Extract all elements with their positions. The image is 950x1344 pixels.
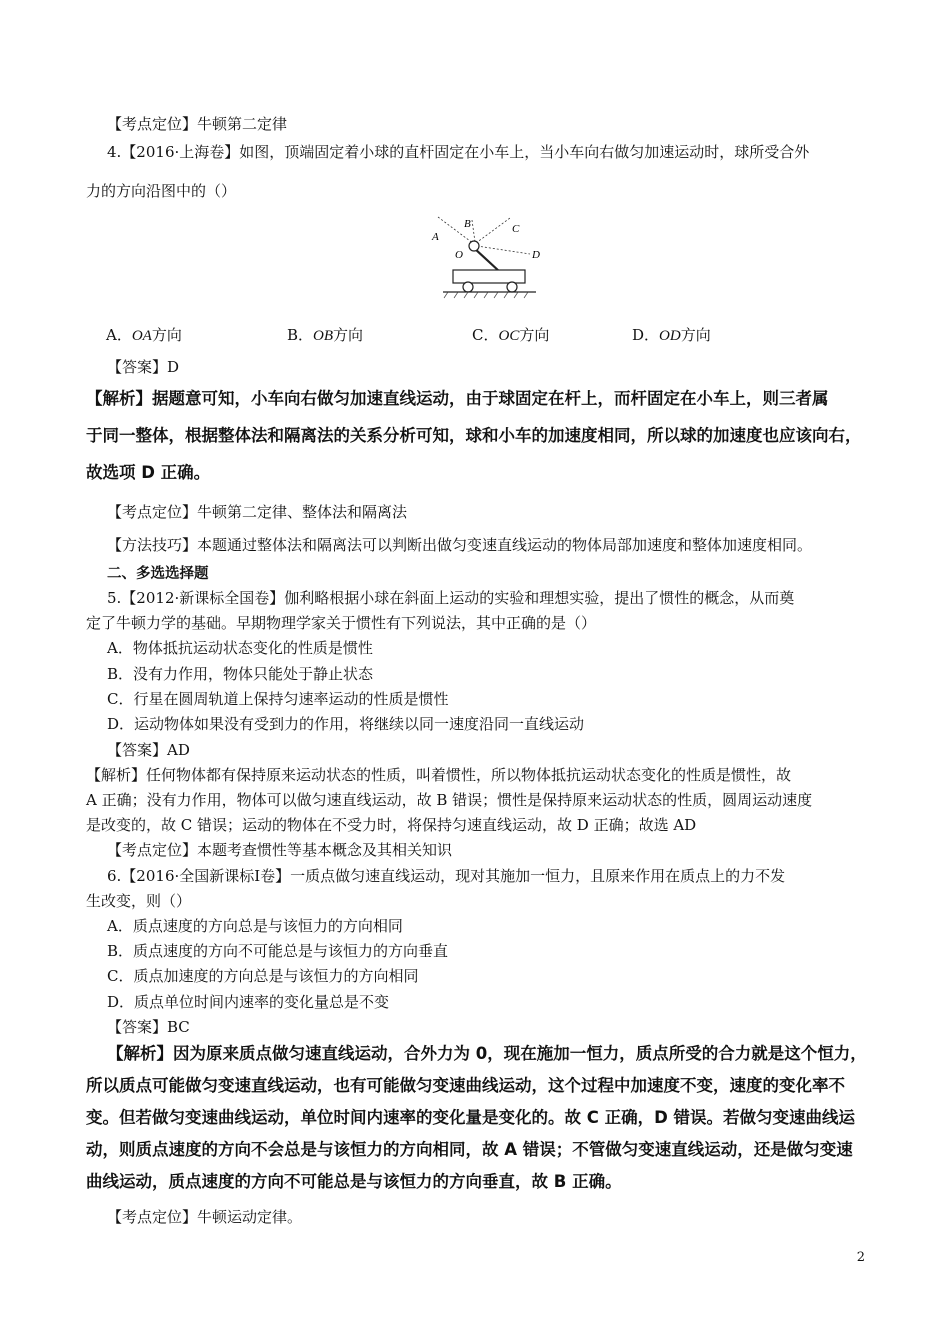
option-6-b: B．质点速度的方向不可能总是与该恒力的方向垂直: [107, 942, 449, 960]
label-b: B: [464, 218, 471, 230]
label-o: O: [455, 249, 463, 261]
wheel-left: [463, 282, 473, 292]
wheel-right: [507, 282, 517, 292]
question-5-line-1: 5.【2012·新课标全国卷】伽利略根据小球在斜面上运动的实验和理想实验，提出了惯性的概念，从而奠: [107, 589, 795, 607]
label-d: D: [532, 249, 540, 261]
option-4-d: D．OD方向: [632, 326, 711, 344]
ground-hatch: [444, 292, 528, 298]
method-4: 【方法技巧】本题通过整体法和隔离法可以判断出做匀变速直线运动的物体局部加速度和整体加速度相同。: [107, 536, 813, 554]
question-4-line-2: 力的方向沿图中的（）: [86, 182, 237, 200]
label-a: A: [432, 231, 439, 243]
label-c: C: [512, 223, 520, 235]
explanation-6-line-2: 所以质点可能做匀变速直线运动，也有可能做匀变速曲线运动，这个过程中加速度不变，速度的变化率不: [86, 1076, 845, 1095]
explanation-4-line-2: 于同一整体，根据整体法和隔离法的关系分析可知，球和小车的加速度相同，所以球的加速度也应该向右，: [86, 426, 862, 445]
kaodian-6: 【考点定位】牛顿运动定律。: [107, 1208, 303, 1226]
section-2-heading: 二、多选选择题: [107, 566, 209, 582]
answer-5: 【答案】AD: [107, 741, 190, 759]
option-5-d: D．运动物体如果没有受到力的作用，将继续以同一速度沿同一直线运动: [107, 715, 585, 733]
line-ob: [472, 220, 475, 242]
option-5-a: A．物体抵抗运动状态变化的性质是惯性: [107, 639, 373, 657]
rod: [474, 248, 500, 272]
explanation-4-line-1: 【解析】据题意可知，小车向右做匀加速直线运动，由于球固定在杆上，而杆固定在小车上，则三者属: [86, 389, 829, 408]
question-6-line-2: 生改变，则（）: [86, 892, 192, 910]
explanation-4-line-3: 故选项 D 正确。: [86, 463, 211, 482]
explanation-6-line-5: 曲线运动，质点速度的方向不可能总是与该恒力的方向垂直，故 B 正确。: [86, 1172, 622, 1191]
cart-body: [453, 270, 525, 283]
explanation-6-line-3: 变。但若做匀变速曲线运动，单位时间内速率的变化量是变化的。故 C 正确，D 错误。若做匀变速曲线运: [86, 1108, 856, 1127]
explanation-6-line-4: 动，则质点速度的方向不会总是与该恒力的方向相同，故 A 错误；不管做匀变速直线运动，还是做匀变速: [86, 1140, 853, 1159]
ball: [469, 241, 479, 251]
explanation-6-line-1: 【解析】因为原来质点做匀速直线运动，合外力为 0，现在施加一恒力，质点所受的合力就是这个恒力，: [107, 1044, 867, 1063]
explanation-5-line-2: A 正确；没有力作用，物体可以做匀速直线运动，故 B 错误；惯性是保持原来运动状态的性质，圆周运动速度: [86, 791, 813, 809]
question-5-line-2: 定了牛顿力学的基础。早期物理学家关于惯性有下列说法，其中正确的是（）: [86, 614, 597, 632]
kaodian-4: 【考点定位】牛顿第二定律、整体法和隔离法: [107, 503, 408, 521]
option-4-c: C．OC方向: [472, 326, 550, 344]
kaodian-5: 【考点定位】本题考查惯性等基本概念及其相关知识: [107, 841, 453, 859]
option-5-b: B．没有力作用，物体只能处于静止状态: [107, 665, 374, 683]
explanation-5-line-1: 【解析】任何物体都有保持原来运动状态的性质，叫着惯性，所以物体抵抗运动状态变化的性质是惯性，故: [86, 766, 792, 784]
answer-4: 【答案】D: [107, 358, 180, 376]
cart-figure: [428, 212, 548, 302]
explanation-5-line-3: 是改变的，故 C 错误；运动的物体在不受力时，将保持匀速直线运动，故 D 正确；故选 AD: [86, 816, 697, 834]
option-6-c: C．质点加速度的方向总是与该恒力的方向相同: [107, 967, 419, 985]
kaodian-line-1: 【考点定位】牛顿第二定律: [107, 115, 288, 133]
option-5-c: C．行星在圆周轨道上保持匀速率运动的性质是惯性: [107, 690, 449, 708]
line-od: [477, 246, 530, 254]
page-number: 2: [856, 1250, 865, 1265]
option-4-a: A．OA方向: [106, 326, 182, 344]
line-oc: [476, 218, 510, 243]
option-6-a: A．质点速度的方向总是与该恒力的方向相同: [107, 917, 403, 935]
option-6-d: D．质点单位时间内速率的变化量总是不变: [107, 993, 390, 1011]
answer-6: 【答案】BC: [107, 1018, 190, 1036]
question-4-line-1: 4.【2016·上海卷】如图，顶端固定着小球的直杆固定在小车上，当小车向右做匀加速运动时，球所受合外: [107, 143, 810, 161]
question-6-line-1: 6.【2016·全国新课标Ⅰ卷】一质点做匀速直线运动，现对其施加一恒力，且原来作用在质点上的力不发: [107, 867, 786, 885]
option-4-b: B．OB方向: [287, 326, 364, 344]
